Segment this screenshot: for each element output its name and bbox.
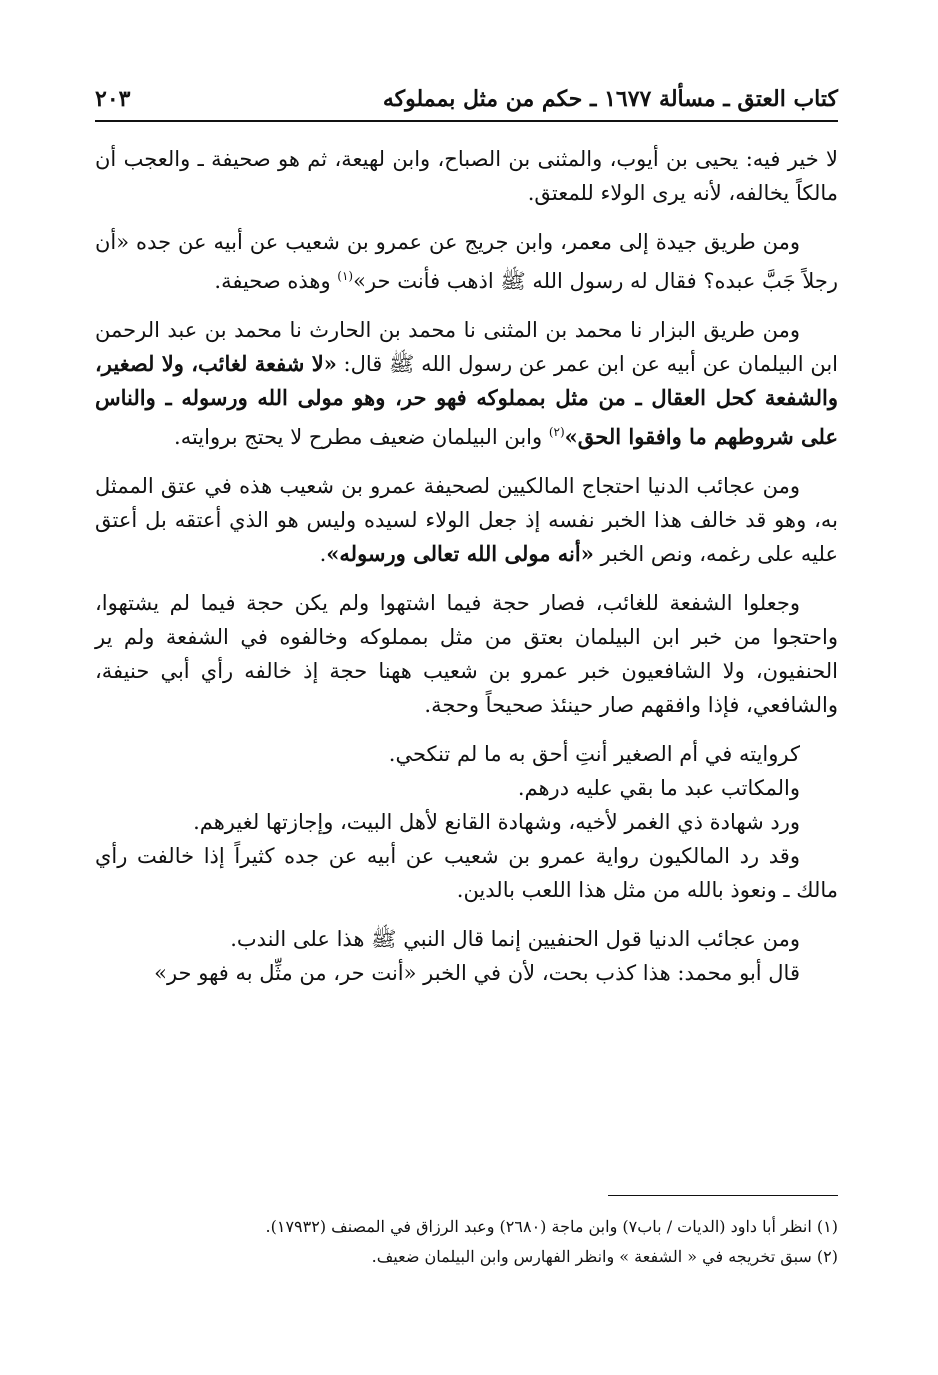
paragraph-6: كروايته في أم الصغير أنتِ أحق به ما لم تنكحي. [388,742,800,766]
header-title: كتاب العتق ـ مسألة ١٦٧٧ ـ حكم من مثل بمملوكه [382,86,838,112]
paragraph-7: والمكاتب عبد ما بقي عليه درهم. [517,776,800,800]
paragraph-9: وقد رد المالكيون رواية عمرو بن شعيب عن أبيه عن جده كثيراً إذا خالفت رأي مالك ـ ونعوذ بالله من مثل هذا اللعب بالدين. [95,844,838,902]
footnotes [95,1212,838,1272]
paragraph-3-text: ومن طريق البزار نا محمد بن المثنى نا محمد بن الحارث نا محمد بن عبد الرحمن ابن البيلمان عن أبيه عن ابن عمر عن رسول الله ﷺ قال: [95,318,838,376]
paragraph-4-text: ومن عجائب الدنيا احتجاج المالكيين لصحيفة عمرو بن شعيب هذه في عتق الممثل به، وهو قد خالف هذا الخبر نفسه إذ جعل الولاء لسيده وليس هو الذي أعتقه بل أعتق عليه على رغمه، ونص الخبر [95,474,838,566]
page-number: ٢٠٣ [95,86,131,112]
footnote-2: (٢) سبق تخريجه في « الشفعة » وانظر الفهارس وابن البيلمان ضعيف. [371,1247,838,1266]
paragraph-3 [95,313,838,454]
footnote-ref-2: (٢) [548,425,565,439]
paragraph-4-tail: . [319,542,327,566]
running-header [95,70,838,122]
paragraph-8: ورد شهادة ذي الغمر لأخيه، وشهادة القانع لأهل البيت، وإجازتها لغيرهم. [193,810,800,834]
paragraph-5: وجعلوا الشفعة للغائب، فصار حجة فيما اشتهوا ولم يكن حجة فيما لم يشتهوا، واحتجوا من خبر ابن البيلمان بعتق من مثل بمملوكه وخالفوه في الشفعة ولم ير الحنفيون، ولا الشافعيون خبر عمرو بن شعيب ههنا حجة إذ خالفه رأي أبي حنيفة، والشافعي، فإذا وافقهم صار حينئذ صحيحاً وحجة. [95,591,839,717]
footnote-divider [608,1195,838,1196]
hadith-quote-2: «أنه مولى الله تعالى ورسوله» [326,541,594,566]
paragraph-11: قال أبو محمد: هذا كذب بحت، لأن في الخبر «أنت حر، من مثِّل به فهو حر» [154,961,800,985]
paragraph-2-tail: وهذه صحيفة. [214,269,338,293]
paragraph-1: لا خير فيه: يحيى بن أيوب، والمثنى بن الصباح، وابن لهيعة، ثم هو صحيفة ـ والعجب أن مالكاً يخالفه، لأنه يرى الولاء للمعتق. [95,147,838,205]
hadith-quote: «لا شفعة لغائب، ولا لصغير، والشفعة كحل العقال ـ من مثل بمملوكه فهو حر، وهو مولى الله ورسوله ـ والناس على شروطهم ما وافقوا الحق» [95,351,838,449]
paragraph-3-tail: وابن البيلمان ضعيف مطرح لا يحتج بروايته. [174,425,549,449]
footnote-1: (١) انظر أبا داود (الديات / باب٧) وابن ماجة (٢٦٨٠) وعبد الرزاق في المصنف (١٧٩٣٢). [265,1217,838,1236]
body-text [95,142,838,990]
paragraph-2 [95,225,838,298]
paragraph-10: ومن عجائب الدنيا قول الحنفيين إنما قال النبي ﷺ هذا على الندب. [230,927,800,951]
paragraph-4 [95,469,838,571]
paragraph-2-text: ومن طريق جيدة إلى معمر، وابن جريج عن عمرو بن شعيب عن أبيه عن جده «أن رجلاً جَبَّ عبده؟ فقال له رسول الله ﷺ اذهب فأنت حر» [95,230,838,293]
footnote-ref-1: (١) [337,269,354,283]
